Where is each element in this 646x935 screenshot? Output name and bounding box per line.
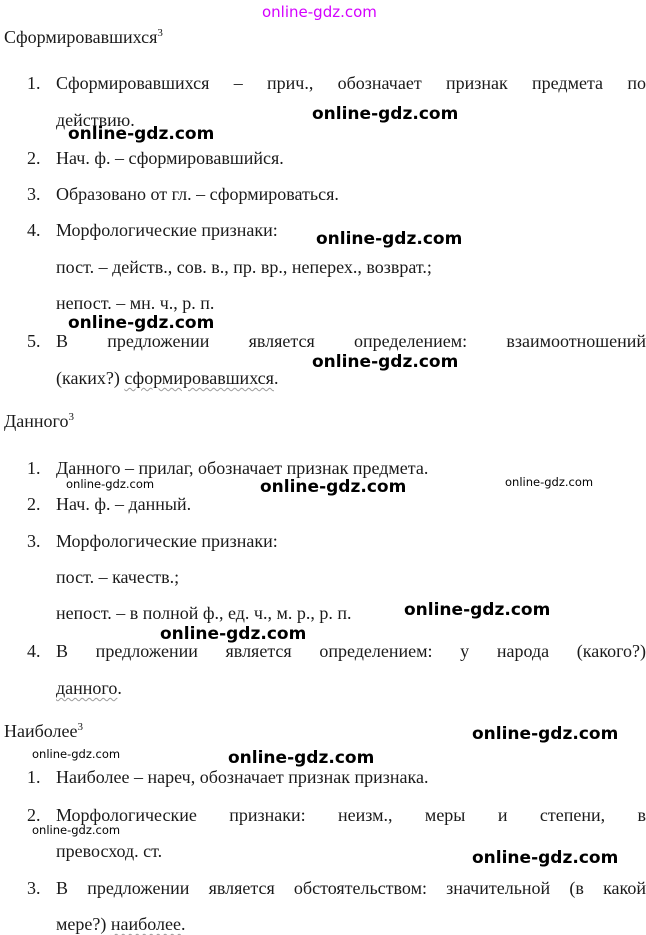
item-text: В предложении является обстоятельством: значительной (в какой — [56, 878, 646, 898]
top-watermark: online-gdz.com — [262, 3, 377, 21]
section-heading: Данного$^3$ — [4, 411, 74, 431]
item-number: 3. — [27, 878, 41, 898]
item-number: 3. — [27, 184, 41, 204]
item-number: 1. — [27, 458, 41, 478]
footnote-mark: 3 — [68, 411, 74, 423]
item-text: Нач. ф. – сформировавшийся. — [56, 148, 284, 168]
watermark-small: online-gdz.com — [505, 475, 594, 489]
watermark: online-gdz.com — [68, 313, 215, 333]
watermark: online-gdz.com — [404, 600, 551, 620]
item-text: (каких?) сформировавшихся. — [56, 368, 279, 388]
watermark: online-gdz.com — [68, 124, 215, 144]
watermark-small: online-gdz.com — [66, 477, 155, 491]
item-number: 5. — [27, 331, 41, 351]
underlined-word: наиболее — [110, 914, 181, 934]
item-text: Нач. ф. – данный. — [56, 494, 192, 514]
watermark-small: online-gdz.com — [32, 823, 121, 837]
item-number: 4. — [27, 220, 41, 240]
underlined-word: данного — [56, 678, 118, 698]
section-heading: Сформировавшихся$^3$ — [4, 27, 163, 47]
footnote-mark: 3 — [157, 27, 163, 39]
item-text: Образовано от гл. – сформироваться. — [56, 184, 339, 204]
watermark: online-gdz.com — [312, 104, 459, 124]
section-heading: Наиболее$^3$ — [4, 721, 84, 741]
footnote-mark: 3 — [77, 721, 84, 733]
watermark: online-gdz.com — [160, 624, 307, 644]
item-text: В предложении является определением: у народа (какого?) — [56, 641, 646, 661]
item-number: 2. — [27, 494, 41, 514]
watermark: online-gdz.com — [472, 848, 619, 868]
item-text: пост. – качеств.; — [56, 567, 180, 587]
item-text: Морфологические признаки: неизм., меры и степени, в — [56, 805, 646, 825]
item-text: В предложении является определением: взаимоотношений — [56, 331, 646, 351]
item-text: действию. — [56, 110, 135, 130]
watermark: online-gdz.com — [316, 229, 463, 249]
item-number: 3. — [27, 531, 41, 551]
item-text: Морфологические признаки: — [56, 531, 278, 551]
underlined-word: сформировавшихся — [124, 368, 274, 388]
item-text: Данного – прилаг, обозначает признак предмета. — [56, 458, 429, 478]
item-number: 2. — [27, 805, 41, 825]
item-text: данного. — [56, 678, 122, 698]
item-text: Морфологические признаки: — [56, 220, 278, 240]
watermark: online-gdz.com — [472, 724, 619, 744]
item-text: непост. – в полной ф., ед. ч., м. р., р. п. — [56, 603, 352, 623]
watermark: online-gdz.com — [260, 477, 407, 497]
watermark: online-gdz.com — [228, 748, 375, 768]
item-number: 4. — [27, 641, 41, 661]
item-text: пост. – действ., сов. в., пр. вр., неперех., возврат.; — [56, 257, 432, 277]
item-text: Сформировавшихся – прич., обозначает признак предмета по — [56, 73, 646, 93]
watermark: online-gdz.com — [312, 352, 459, 372]
item-number: 1. — [27, 73, 41, 93]
watermark-small: online-gdz.com — [32, 747, 121, 761]
item-text: непост. – мн. ч., р. п. — [56, 293, 215, 313]
item-text: превосход. ст. — [56, 841, 163, 861]
item-number: 2. — [27, 148, 41, 168]
item-text: Наиболее – нареч, обозначает признак признака. — [56, 767, 429, 787]
item-text: мере?) наиболее. — [56, 914, 186, 934]
item-number: 1. — [27, 767, 41, 787]
